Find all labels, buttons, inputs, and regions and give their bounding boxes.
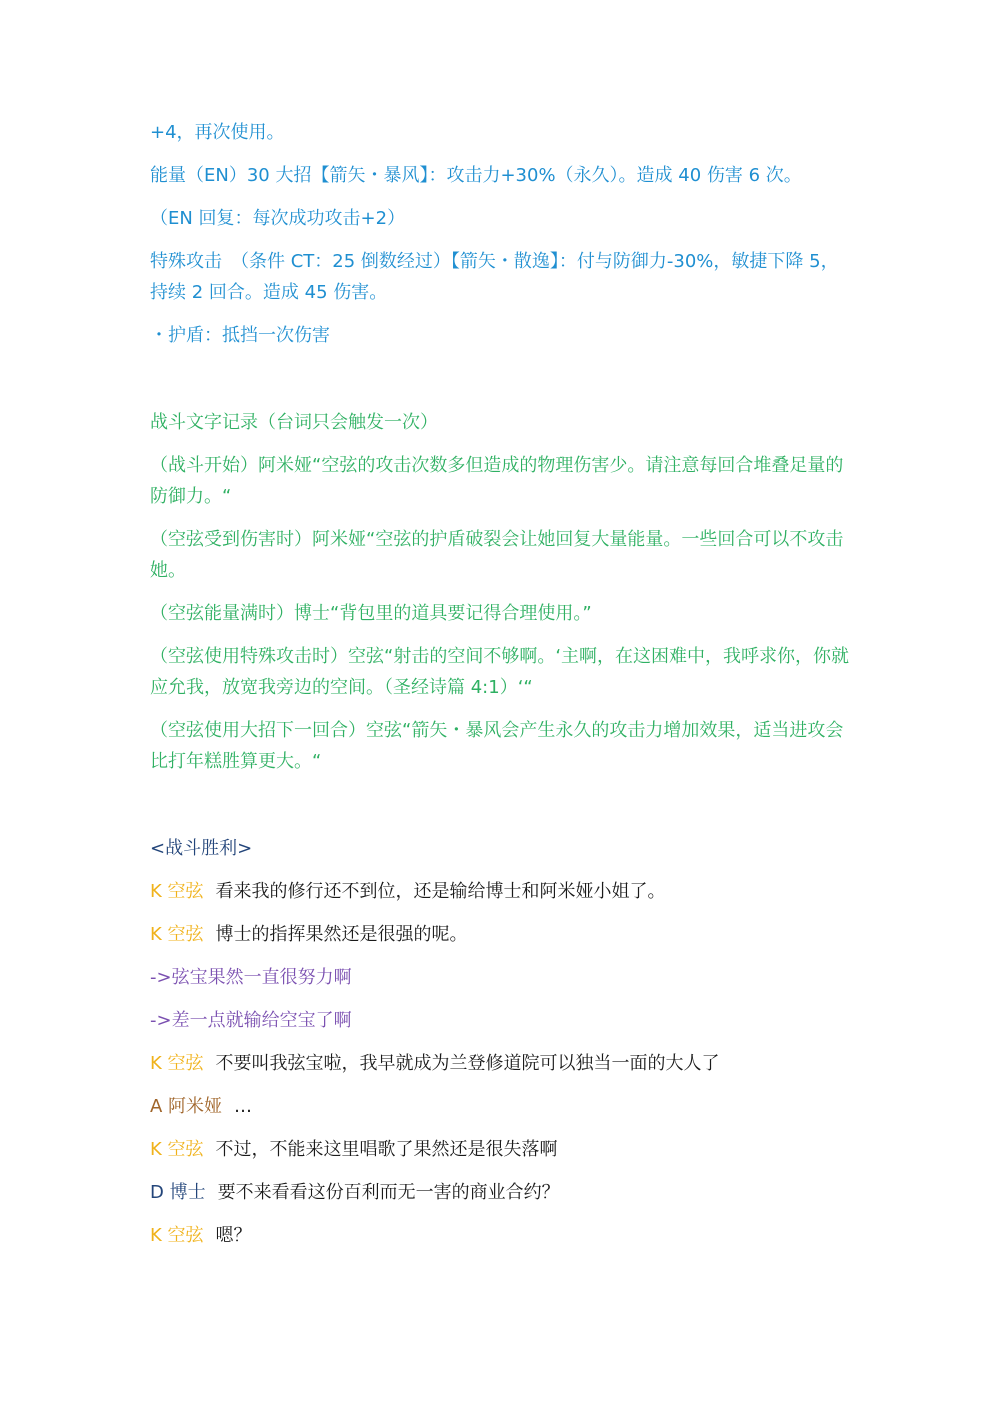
battle-log-entry: （空弦使用特殊攻击时）空弦“射击的空间不够啊。‘主啊，在这困难中，我呼求你，你就应允我，放宽我旁边的空间。（圣经诗篇 4:1）‘“ xyxy=(150,646,850,698)
dialogue-text: 博士的指挥果然还是很强的呢。 xyxy=(215,924,468,945)
dialogue-line xyxy=(150,919,850,950)
dialogue-line xyxy=(150,1048,850,1079)
dialogue-line xyxy=(150,876,850,907)
skill-line-ultimate: 能量（EN）30 大招【箭矢・暴风】：攻击力+30%（永久）。造成 40 伤害 6 次。 xyxy=(150,165,802,186)
speaker-name: K 空弦 xyxy=(150,1225,204,1246)
dialogue-line xyxy=(150,1134,850,1165)
dialogue-text: 嗯？ xyxy=(215,1225,252,1246)
speaker-name: K 空弦 xyxy=(150,881,204,902)
battle-log-entry: （空弦受到伤害时）阿米娅“空弦的护盾破裂会让她回复大量能量。一些回合可以不攻击她。 xyxy=(150,529,844,581)
battle-log-entry: （空弦使用大招下一回合）空弦“箭矢・暴风会产生永久的攻击力增加效果，适当进攻会比打年糕胜算更大。“ xyxy=(150,720,844,772)
dialogue-text: 要不来看看这份百利而无一害的商业合约？ xyxy=(217,1182,560,1203)
skill-section xyxy=(150,117,850,351)
dialogue-text: 不过，不能来这里唱歌了果然还是很失落啊 xyxy=(215,1139,558,1160)
dialogue-text: 不要叫我弦宝啦，我早就成为兰登修道院可以独当一面的大人了 xyxy=(215,1053,720,1074)
victory-title: <战斗胜利> xyxy=(150,838,253,859)
dialogue-text: … xyxy=(234,1096,253,1117)
battle-log-title: 战斗文字记录（台词只会触发一次） xyxy=(150,412,438,433)
battle-log-entry: （空弦能量满时）博士“背包里的道具要记得合理使用。” xyxy=(150,603,592,624)
dialogue-line xyxy=(150,1220,850,1251)
skill-line-en-recovery: （EN 回复：每次成功攻击+2） xyxy=(150,208,406,229)
skill-line-special-attack: 特殊攻击 （条件 CT：25 倒数经过）【箭矢・散逸】：付与防御力-30%，敏捷下降 5，持续 2 回合。造成 45 伤害。 xyxy=(150,251,839,303)
skill-line-shield: ・护盾：抵挡一次伤害 xyxy=(150,325,330,346)
speaker-name: K 空弦 xyxy=(150,1053,204,1074)
battle-log-section xyxy=(150,407,850,777)
battle-log-entry: （战斗开始）阿米娅“空弦的攻击次数多但造成的物理伤害少。请注意每回合堆叠足量的防御力。“ xyxy=(150,455,844,507)
victory-section xyxy=(150,833,850,1251)
dialogue-text: 看来我的修行还不到位，还是输给博士和阿米娅小姐了。 xyxy=(215,881,666,902)
speaker-name: K 空弦 xyxy=(150,1139,204,1160)
skill-line-1: +4，再次使用。 xyxy=(150,122,285,143)
speaker-name: K 空弦 xyxy=(150,924,204,945)
choice-option: ->弦宝果然一直很努力啊 xyxy=(150,967,352,988)
dialogue-line xyxy=(150,1177,850,1208)
dialogue-line xyxy=(150,1091,850,1122)
choice-option: ->差一点就输给空宝了啊 xyxy=(150,1010,352,1031)
speaker-name: D 博士 xyxy=(150,1182,206,1203)
speaker-name: A 阿米娅 xyxy=(150,1096,223,1117)
document-page xyxy=(150,117,850,1251)
